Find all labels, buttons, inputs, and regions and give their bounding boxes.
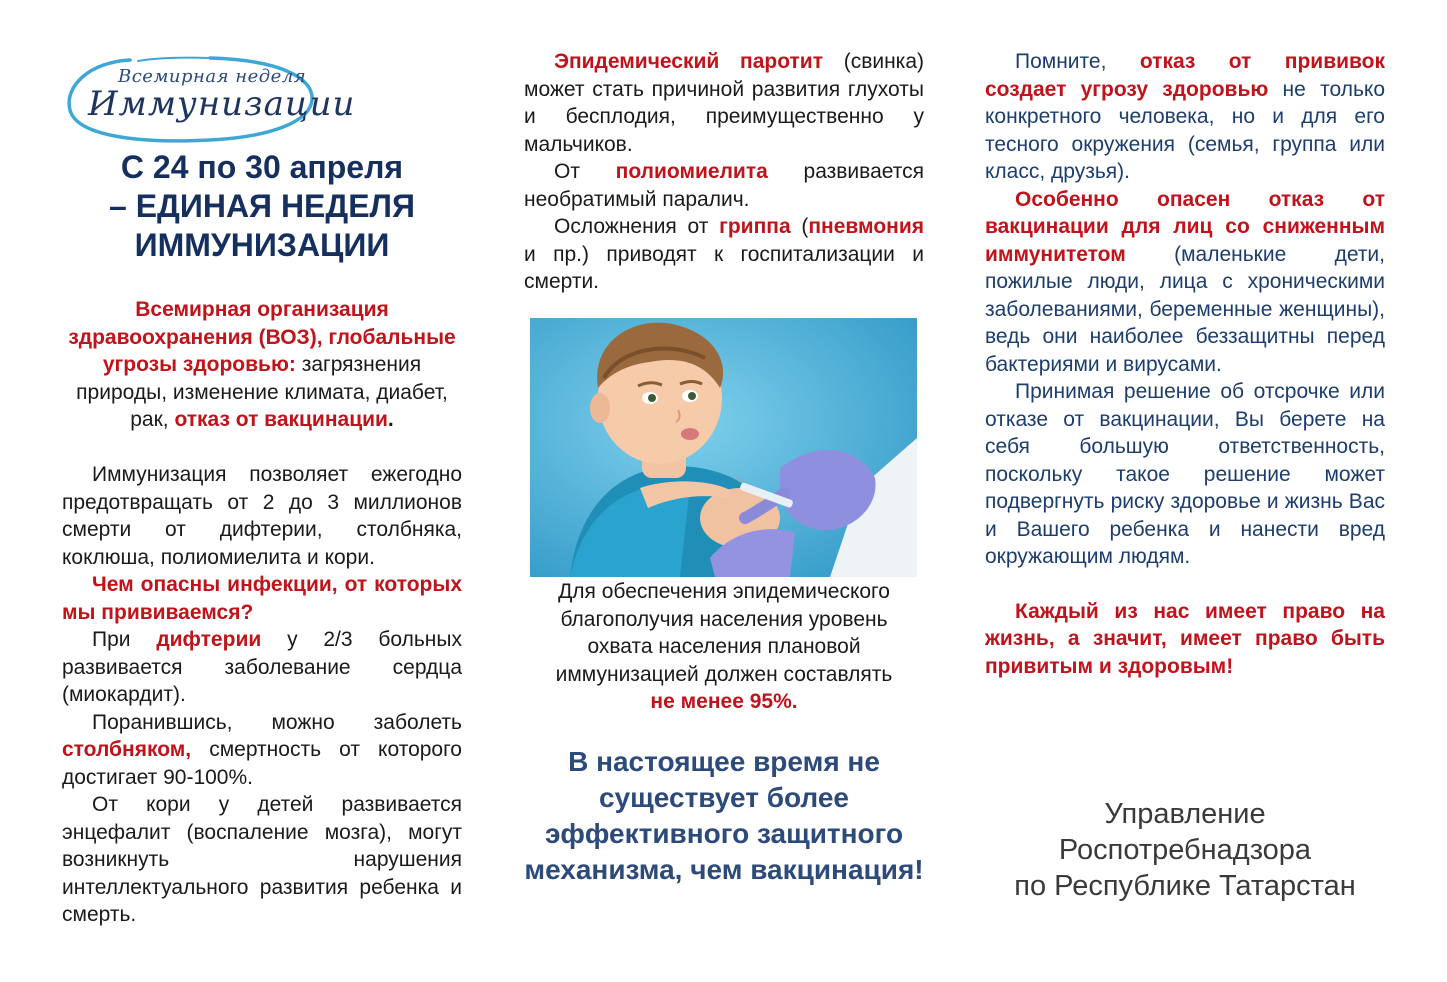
diphtheria-text-a: При (92, 628, 157, 651)
immunocompromised-text: (маленькие дети, пожилые люди, лица с хроническими заболеваниями, беременные женщины), ведь они наиболее беззащитны перед бактериями и вирусами. (985, 242, 1385, 376)
signature-block (985, 796, 1385, 904)
tetanus-paragraph (62, 709, 462, 792)
sign-line3: по Республике Татарстан (1014, 870, 1356, 902)
diphtheria-word: дифтерии (156, 628, 262, 651)
infections-question: Чем опасны инфекции, от которых мы прививаемся? (62, 573, 462, 624)
immunization-week-logo (60, 52, 356, 148)
tetanus-text-b: смертность от которого достигает 90-100%. (62, 738, 462, 789)
tetanus-word: столбняком, (62, 738, 192, 761)
title-line1: С 24 по 30 апреля (120, 149, 404, 185)
polio-paragraph (524, 158, 924, 213)
measles-paragraph: От кори у детей развивается энцефалит (воспаление мозга), могут возникнуть нарушения интеллектуального развития ребенка и смерть. (62, 793, 462, 926)
flu-text-a: Осложнения от (554, 215, 720, 238)
caption-text: Для обеспечения эпидемического благополучия населения уровень охвата населения плановой иммунизацией должен составлять (555, 580, 893, 686)
title-line3: ИММУНИЗАЦИИ (134, 227, 390, 263)
mumps-word: Эпидемический паротит (554, 50, 823, 73)
remember-text-a: Помните, (1015, 50, 1140, 73)
diphtheria-paragraph (62, 626, 462, 709)
polio-text-a: От (554, 160, 616, 183)
left-body (62, 461, 462, 929)
flu-paragraph (524, 213, 924, 296)
immunocompromised-red: Особенно опасен отказ от вакцинации для лиц со сниженным иммунитетом (985, 187, 1385, 266)
vaccination-photo (530, 318, 917, 577)
logo-line2: Иммунизации (88, 84, 356, 124)
who-text: загрязнения природы, изменение климата, диабет, рак, (76, 353, 448, 431)
diphtheria-text-b: у 2/3 больных развивается заболевание сердца (миокардит). (62, 628, 462, 706)
flu-text-b: ( (790, 215, 809, 238)
remember-text-b: не только конкретного человека, но и для его тесного окружения (семья, группа или класс, друзья). (985, 77, 1385, 183)
polio-word: полиомиелита (615, 160, 768, 183)
remember-paragraph (985, 48, 1385, 186)
child-vaccination-image (530, 318, 917, 577)
vaccination-slogan: В настоящее время не существует более эффективного защитного механизма, чем вакцинация! (524, 746, 924, 885)
middle-body (524, 48, 924, 296)
remember-red: отказ от прививок создает угрозу здоровью (985, 50, 1385, 101)
coverage-caption (528, 578, 920, 716)
page-title (62, 148, 462, 265)
responsibility-paragraph: Принимая решение об отсрочке или отказе от вакцинации, Вы берете на себя большую ответственность, поскольку такое решение может подвергнуть риску здоровье и жизнь Вас и Вашего ребенка и нанести вред окружающим людям. (985, 380, 1385, 568)
mumps-paragraph (524, 48, 924, 158)
immunization-paragraph: Иммунизация позволяет ежегодно предотвращать от 2 до 3 миллионов смерти от дифтерии, столбняка, коклюша, полиомиелита и кори. (62, 463, 462, 569)
sign-line2: Роспотребнадзора (1058, 834, 1312, 866)
who-refusal-text: отказ от вакцинации (174, 408, 388, 431)
pneumonia-word: пневмония (808, 215, 924, 238)
flu-text-c: и пр.) приводят к госпитализации и смерти. (524, 242, 924, 293)
mumps-text: (свинка) может стать причиной развития глухоты и бесплодия, преимущественно у мальчиков. (524, 50, 924, 156)
tetanus-text-a: Поранившись, можно заболеть (92, 710, 462, 734)
polio-text-b: развивается необратимый паралич. (524, 160, 924, 211)
right-body (985, 48, 1385, 680)
caption-percent: не менее 95%. (650, 690, 798, 713)
who-red-text: Всемирная организация здравоохранения (ВОЗ), глобальные угрозы здоровью: (68, 298, 456, 376)
logo-line1: Всемирная неделя (118, 66, 307, 87)
title-line2: – ЕДИНАЯ НЕДЕЛЯ (109, 188, 415, 224)
who-dot: . (387, 408, 394, 431)
sign-line1: Управление (1104, 798, 1266, 830)
flu-word: гриппа (719, 215, 791, 238)
who-paragraph (62, 296, 462, 434)
immunocompromised-paragraph (985, 186, 1385, 379)
right-to-health-paragraph: Каждый из нас имеет право на жизнь, а значит, имеет право быть привитым и здоровым! (985, 599, 1385, 678)
